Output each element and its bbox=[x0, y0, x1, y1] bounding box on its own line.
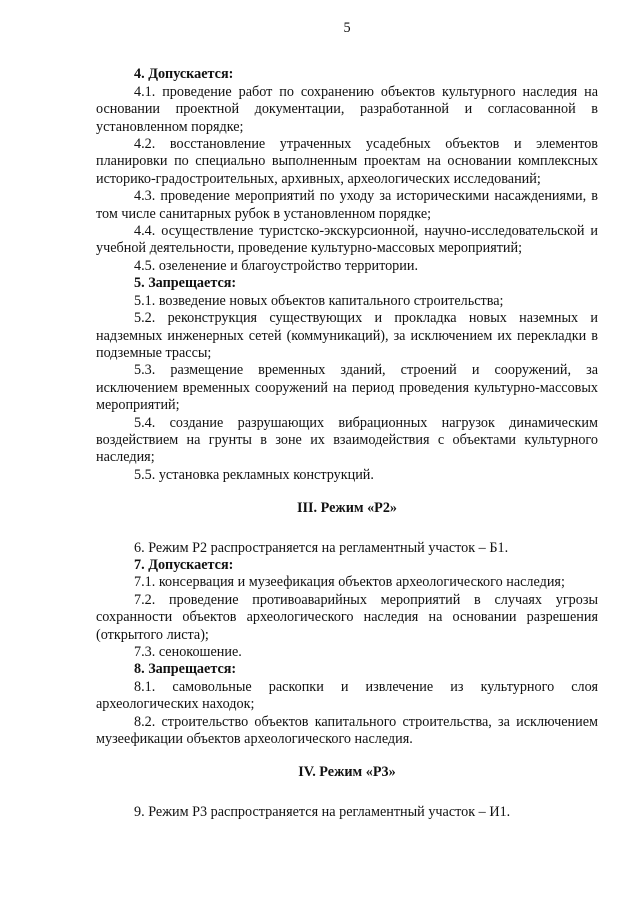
paragraph-5-1: 5.1. возведение новых объектов капитального строительства; bbox=[134, 292, 504, 309]
paragraph-7-3: 7.3. сенокошение. bbox=[134, 644, 242, 660]
paragraph-6: 6. Режим Р2 распространяется на регламентный участок – Б1. bbox=[134, 539, 509, 556]
paragraph-8-1: 8.1. самовольные раскопки и извлечение из культурного слоя археологических находок; bbox=[96, 678, 598, 713]
page-number: 5 bbox=[343, 20, 351, 36]
paragraph-5-3: 5.3. размещение временных зданий, строений и сооружений, за исключением временных сооружений на период проведения культурно-массовых мероприятий; bbox=[96, 362, 598, 414]
paragraph-7-2: 7.2. проведение противоаварийных мероприятий в случаях угрозы сохранности объектов археологического наследия на основании разрешения (открытого листа); bbox=[96, 591, 598, 643]
chapter-4-title: IV. Режим «Р3» bbox=[298, 764, 396, 781]
paragraph-5-2: 5.2. реконструкция существующих и прокладка новых наземных и надземных инженерных сетей (коммуникаций), за исключением их перекладки в подземные трассы; bbox=[96, 310, 598, 361]
section-8-heading: 8. Запрещается: bbox=[134, 661, 237, 678]
paragraph-9: 9. Режим Р3 распространяется на регламентный участок – И1. bbox=[134, 803, 511, 820]
paragraph-8-2: 8.2. строительство объектов капитального строительства, за исключением музеефикации объектов археологического наследия. bbox=[96, 713, 598, 748]
paragraph-4-5: 4.5. озеленение и благоустройство территории. bbox=[134, 257, 419, 274]
section-5-heading: 5. Запрещается: bbox=[134, 275, 237, 292]
document-page bbox=[96, 20, 598, 821]
paragraph-5-5: 5.5. установка рекламных конструкций. bbox=[134, 466, 374, 483]
paragraph-4-3: 4.3. проведение мероприятий по уходу за историческими насаждениями, в том числе санитарных рубок в установленном порядке; bbox=[96, 188, 598, 222]
chapter-3-title: III. Режим «Р2» bbox=[296, 500, 398, 517]
paragraph-4-1: 4.1. проведение работ по сохранению объектов культурного наследия на основании проектной документации, разработанной и согласованной в установленном порядке; bbox=[96, 83, 598, 135]
paragraph-4-4: 4.4. осуществление туристско-экскурсионной, научно-исследовательской и учебной деятельности, проведение культурно-массовых мероприятий; bbox=[96, 223, 598, 257]
section-4-heading: 4. Допускается: bbox=[134, 66, 234, 83]
paragraph-7-1: 7.1. консервация и музеефикация объектов археологического наследия; bbox=[134, 574, 565, 591]
section-7-heading: 7. Допускается: bbox=[134, 556, 234, 573]
paragraph-5-4: 5.4. создание разрушающих вибрационных нагрузок динамическим воздействием на грунты в зоне их взаимодействия с объектами культурного наследия; bbox=[96, 414, 598, 466]
paragraph-4-2: 4.2. восстановление утраченных усадебных объектов и элементов планировки по специально выполненным проектам на основании комплексных историко-градостроительных, архивных, археологических исследований; bbox=[96, 136, 598, 187]
